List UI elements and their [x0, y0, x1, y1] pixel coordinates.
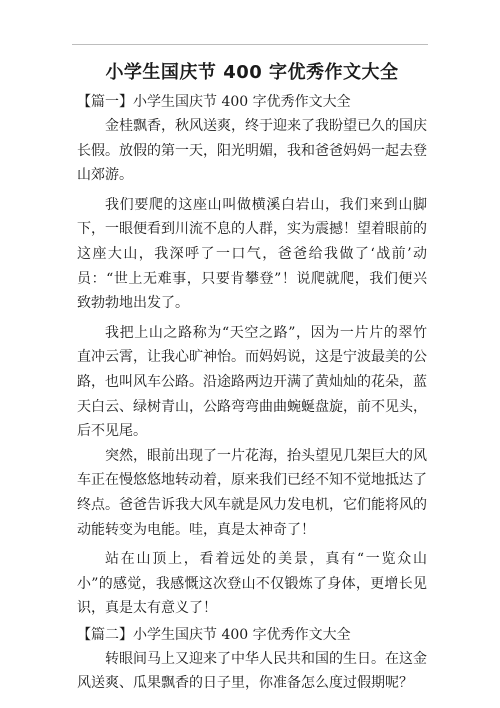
paragraph: 突然，眼前出现了一片花海，抬头望见几架巨大的风车正在慢悠悠地转动着，原来我们已经不知不觉地抵达了终点。爸爸告诉我大风车就是风力发电机，它们能将风的动能转变为电能。哇，真是太神奇了！: [77, 447, 427, 538]
section-two: [77, 623, 427, 696]
article-title: 小学生国庆节 400 字优秀作文大全: [105, 62, 399, 83]
paragraph: 我把上山之路称为“天空之路”，因为一片片的翠竹直冲云霄，让我心旷神怡。而妈妈说，这是宁波最美的公路，也叫风车公路。沿途路两边开满了黄灿灿的花朵，蓝天白云、绿树青山，公路弯弯曲曲蜿蜒盘旋，前不见头，后不见尾。: [77, 324, 427, 440]
paragraph: 我们要爬的这座山叫做横溪白岩山，我们来到山脚下，一眼便看到川流不息的人群，实为震撼！望着眼前的这座大山，我深呼了一口气，爸爸给我做了‘战前’动员：“世上无难事，只要肯攀登”！说爬就爬，我们便兴致勃勃地出发了。: [77, 196, 427, 312]
paragraph: 转眼间马上又迎来了中华人民共和国的生日。在这金风送爽、瓜果飘香的日子里，你准备怎么度过假期呢？: [77, 650, 427, 692]
section-heading: 【篇二】小学生国庆节 400 字优秀作文大全: [77, 626, 351, 643]
section-one: [77, 90, 427, 621]
paragraph: 金桂飘香，秋风送爽，终于迎来了我盼望已久的国庆长假。放假的第一天，阳光明媚，我和爸爸妈妈一起去登山郊游。: [77, 118, 427, 184]
paragraph: 站在山顶上，看着远处的美景，真有“一览众山小”的感觉，我感慨这次登山不仅锻炼了身体，更增长见识，真是太有意义了！: [77, 551, 427, 617]
article: [77, 58, 427, 696]
section-heading: 【篇一】小学生国庆节 400 字优秀作文大全: [77, 94, 351, 110]
header-divider: [72, 44, 428, 45]
